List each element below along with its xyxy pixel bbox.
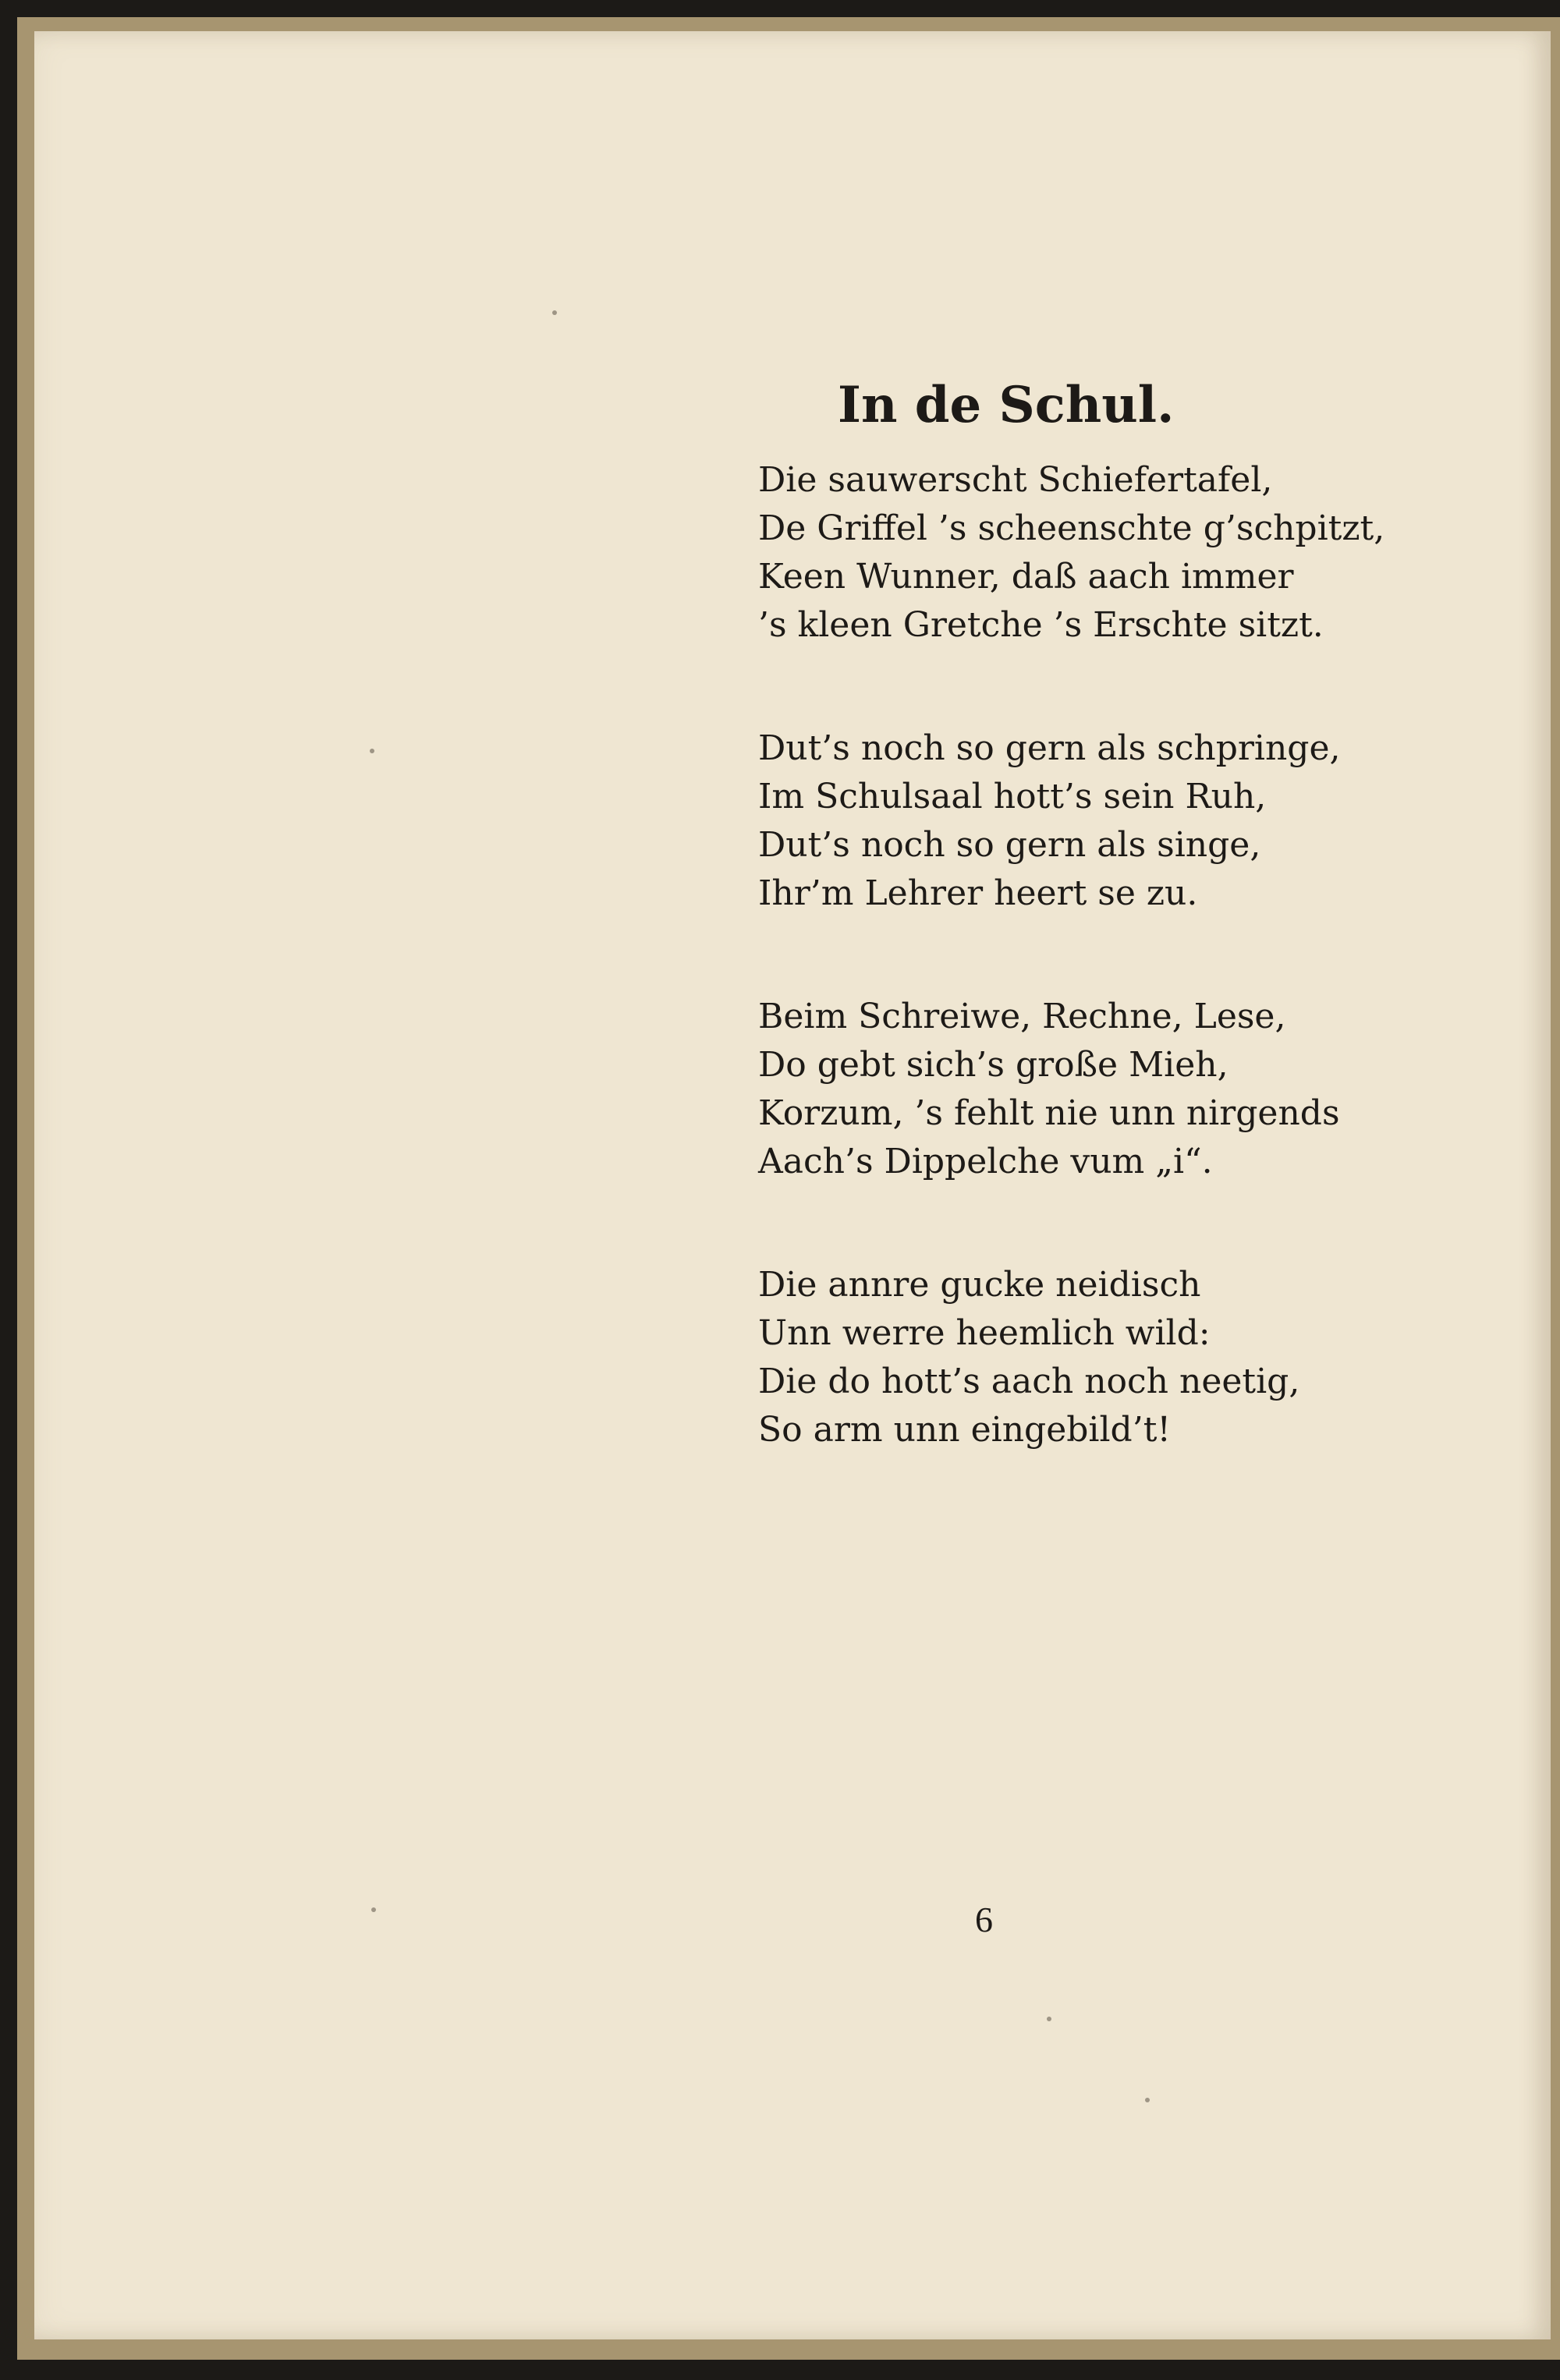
paper-speck: [552, 310, 557, 315]
paper-speck: [371, 1907, 376, 1912]
poem-line: Unn werre heemlich wild:: [758, 1313, 1211, 1353]
poem-line: Korzum, ’s fehlt nie unn nirgends: [758, 1093, 1340, 1133]
page-number: 6: [975, 1900, 993, 1939]
poem-line: Ihr’m Lehrer heert se zu.: [758, 873, 1198, 913]
poem-line: Keen Wunner, daß aach immer: [758, 557, 1294, 597]
paper-speck: [1145, 2098, 1150, 2102]
poem-line: Beim Schreiwe, Rechne, Lese,: [758, 997, 1286, 1036]
poem-line: ’s kleen Gretche ’s Erschte sitzt.: [758, 605, 1324, 645]
poem-line: Aach’s Dippelche vum „i“.: [758, 1142, 1213, 1181]
paper-speck: [370, 749, 374, 753]
stanza: [758, 724, 1384, 918]
poem-line: Die annre gucke neidisch: [758, 1265, 1201, 1305]
poem-line: Die do hott’s aach noch neetig,: [758, 1362, 1300, 1401]
paper-speck: [1047, 2017, 1051, 2021]
poem-title: In de Schul.: [838, 376, 1175, 434]
poem-line: So arm unn eingebild’t!: [758, 1410, 1172, 1450]
poem-line: Im Schulsaal hott’s sein Ruh,: [758, 777, 1267, 816]
poem-line: Do gebt sich’s große Mieh,: [758, 1045, 1228, 1085]
book-page: [34, 31, 1551, 2339]
poem-line: Dut’s noch so gern als schpringe,: [758, 728, 1341, 768]
stanza: [758, 1261, 1384, 1454]
poem-line: Die sauwerscht Schiefertafel,: [758, 460, 1273, 500]
stanza: [758, 993, 1384, 1186]
stanza: [758, 456, 1384, 650]
poem-line: De Griffel ’s scheenschte g’schpitzt,: [758, 508, 1385, 548]
poem-line: Dut’s noch so gern als singe,: [758, 825, 1261, 865]
poem-body: [758, 456, 1384, 1529]
